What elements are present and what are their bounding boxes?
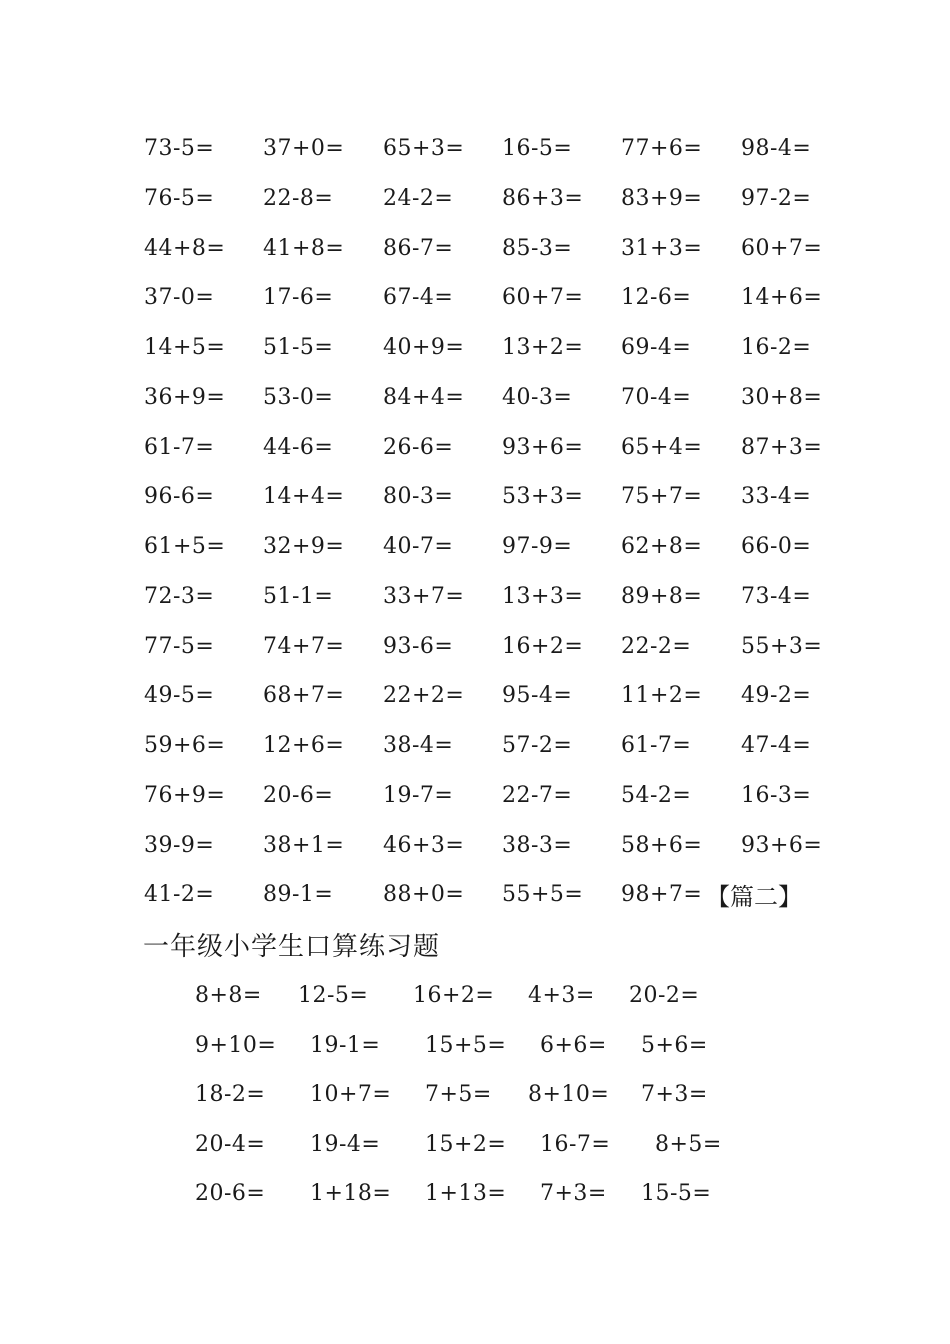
exercise-item: 16-3= bbox=[741, 783, 812, 808]
exercise-item: 44-6= bbox=[263, 435, 334, 460]
exercise-item: 72-3= bbox=[144, 584, 215, 609]
exercise-item: 15+5= bbox=[425, 1033, 507, 1058]
exercise-item: 16+2= bbox=[502, 634, 584, 659]
exercise-item: 38-4= bbox=[383, 733, 454, 758]
exercise-item: 74+7= bbox=[263, 634, 345, 659]
exercise-item: 58+6= bbox=[621, 833, 703, 858]
exercise-item: 22+2= bbox=[383, 683, 465, 708]
exercise-item: 89+8= bbox=[621, 584, 703, 609]
exercise-item: 70-4= bbox=[621, 385, 692, 410]
exercise-item: 46+3= bbox=[383, 833, 465, 858]
exercise-item: 57-2= bbox=[502, 733, 573, 758]
exercise-item: 97-2= bbox=[741, 186, 812, 211]
exercise-item: 22-8= bbox=[263, 186, 334, 211]
exercise-item: 20-6= bbox=[195, 1181, 266, 1206]
exercise-item: 40+9= bbox=[383, 335, 465, 360]
exercise-item: 49-2= bbox=[741, 683, 812, 708]
exercise-item: 7+3= bbox=[540, 1181, 607, 1206]
exercise-item: 7+3= bbox=[641, 1082, 708, 1107]
exercise-item: 33-4= bbox=[741, 484, 812, 509]
exercise-item: 75+7= bbox=[621, 484, 703, 509]
exercise-item: 80-3= bbox=[383, 484, 454, 509]
exercise-item: 4+3= bbox=[528, 983, 595, 1008]
exercise-item: 24-2= bbox=[383, 186, 454, 211]
exercise-item: 12+6= bbox=[263, 733, 345, 758]
exercise-item: 36+9= bbox=[144, 385, 226, 410]
exercise-item: 12-6= bbox=[621, 285, 692, 310]
exercise-item: 37-0= bbox=[144, 285, 215, 310]
exercise-item: 44+8= bbox=[144, 236, 226, 261]
exercise-item: 32+9= bbox=[263, 534, 345, 559]
exercise-item: 19-4= bbox=[310, 1132, 381, 1157]
exercise-item: 51-5= bbox=[263, 335, 334, 360]
exercise-item: 14+4= bbox=[263, 484, 345, 509]
exercise-item: 76+9= bbox=[144, 783, 226, 808]
exercise-item: 18-2= bbox=[195, 1082, 266, 1107]
exercise-item: 60+7= bbox=[502, 285, 584, 310]
exercise-item: 20-4= bbox=[195, 1132, 266, 1157]
exercise-item: 53-0= bbox=[263, 385, 334, 410]
exercise-item: 97-9= bbox=[502, 534, 573, 559]
exercise-item: 8+8= bbox=[195, 983, 262, 1008]
exercise-item: 67-4= bbox=[383, 285, 454, 310]
exercise-item: 40-3= bbox=[502, 385, 573, 410]
exercise-item: 8+5= bbox=[655, 1132, 722, 1157]
exercise-item: 89-1= bbox=[263, 882, 334, 907]
section-title: 一年级小学生口算练习题 bbox=[143, 932, 441, 962]
exercise-item: 77+6= bbox=[621, 136, 703, 161]
exercise-item: 16-7= bbox=[540, 1132, 611, 1157]
exercise-item: 60+7= bbox=[741, 236, 823, 261]
exercise-item: 47-4= bbox=[741, 733, 812, 758]
exercise-item: 51-1= bbox=[263, 584, 334, 609]
exercise-item: 61+5= bbox=[144, 534, 226, 559]
exercise-item: 37+0= bbox=[263, 136, 345, 161]
exercise-item: 38+1= bbox=[263, 833, 345, 858]
exercise-item: 77-5= bbox=[144, 634, 215, 659]
exercise-item: 1+18= bbox=[310, 1181, 392, 1206]
exercise-item: 93-6= bbox=[383, 634, 454, 659]
exercise-item: 93+6= bbox=[502, 435, 584, 460]
exercise-item: 88+0= bbox=[383, 882, 465, 907]
exercise-item: 12-5= bbox=[298, 983, 369, 1008]
exercise-item: 11+2= bbox=[621, 683, 703, 708]
exercise-item: 33+7= bbox=[383, 584, 465, 609]
exercise-item: 53+3= bbox=[502, 484, 584, 509]
exercise-item: 59+6= bbox=[144, 733, 226, 758]
exercise-item: 14+5= bbox=[144, 335, 226, 360]
exercise-item: 16-5= bbox=[502, 136, 573, 161]
exercise-item: 98+7= bbox=[621, 882, 703, 907]
exercise-item: 40-7= bbox=[383, 534, 454, 559]
exercise-item: 73-4= bbox=[741, 584, 812, 609]
exercise-item: 41-2= bbox=[144, 882, 215, 907]
exercise-item: 95-4= bbox=[502, 683, 573, 708]
exercise-item: 83+9= bbox=[621, 186, 703, 211]
exercise-item: 96-6= bbox=[144, 484, 215, 509]
exercise-item: 62+8= bbox=[621, 534, 703, 559]
exercise-item: 31+3= bbox=[621, 236, 703, 261]
exercise-item: 1+13= bbox=[425, 1181, 507, 1206]
exercise-item: 68+7= bbox=[263, 683, 345, 708]
exercise-item: 86-7= bbox=[383, 236, 454, 261]
exercise-item: 7+5= bbox=[425, 1082, 492, 1107]
exercise-item: 55+5= bbox=[502, 882, 584, 907]
exercise-item: 69-4= bbox=[621, 335, 692, 360]
exercise-item: 20-6= bbox=[263, 783, 334, 808]
exercise-item: 84+4= bbox=[383, 385, 465, 410]
exercise-item: 16+2= bbox=[413, 983, 495, 1008]
exercise-item: 39-9= bbox=[144, 833, 215, 858]
exercise-item: 85-3= bbox=[502, 236, 573, 261]
exercise-item: 15+2= bbox=[425, 1132, 507, 1157]
exercise-item: 17-6= bbox=[263, 285, 334, 310]
exercise-item: 22-2= bbox=[621, 634, 692, 659]
exercise-item: 26-6= bbox=[383, 435, 454, 460]
exercise-item: 14+6= bbox=[741, 285, 823, 310]
exercise-item: 20-2= bbox=[629, 983, 700, 1008]
exercise-item: 13+2= bbox=[502, 335, 584, 360]
exercise-item: 19-7= bbox=[383, 783, 454, 808]
exercise-item: 86+3= bbox=[502, 186, 584, 211]
exercise-item: 6+6= bbox=[540, 1033, 607, 1058]
exercise-item: 98-4= bbox=[741, 136, 812, 161]
exercise-item: 30+8= bbox=[741, 385, 823, 410]
exercise-item: 5+6= bbox=[641, 1033, 708, 1058]
exercise-item: 8+10= bbox=[528, 1082, 610, 1107]
exercise-item: 66-0= bbox=[741, 534, 812, 559]
exercise-item: 65+4= bbox=[621, 435, 703, 460]
exercise-item: 93+6= bbox=[741, 833, 823, 858]
exercise-item: 61-7= bbox=[621, 733, 692, 758]
exercise-item: 49-5= bbox=[144, 683, 215, 708]
exercise-item: 55+3= bbox=[741, 634, 823, 659]
exercise-item: 41+8= bbox=[263, 236, 345, 261]
exercise-item: 15-5= bbox=[641, 1181, 712, 1206]
exercise-item: 13+3= bbox=[502, 584, 584, 609]
exercise-item: 76-5= bbox=[144, 186, 215, 211]
exercise-item: 73-5= bbox=[144, 136, 215, 161]
exercise-item: 65+3= bbox=[383, 136, 465, 161]
exercise-item: 9+10= bbox=[195, 1033, 277, 1058]
exercise-item: 61-7= bbox=[144, 435, 215, 460]
exercise-item: 10+7= bbox=[310, 1082, 392, 1107]
exercise-item: 38-3= bbox=[502, 833, 573, 858]
exercise-item: 87+3= bbox=[741, 435, 823, 460]
exercise-item: 16-2= bbox=[741, 335, 812, 360]
exercise-item: 22-7= bbox=[502, 783, 573, 808]
exercise-item: 54-2= bbox=[621, 783, 692, 808]
section-marker: 【篇二】 bbox=[706, 883, 802, 911]
exercise-item: 19-1= bbox=[310, 1033, 381, 1058]
